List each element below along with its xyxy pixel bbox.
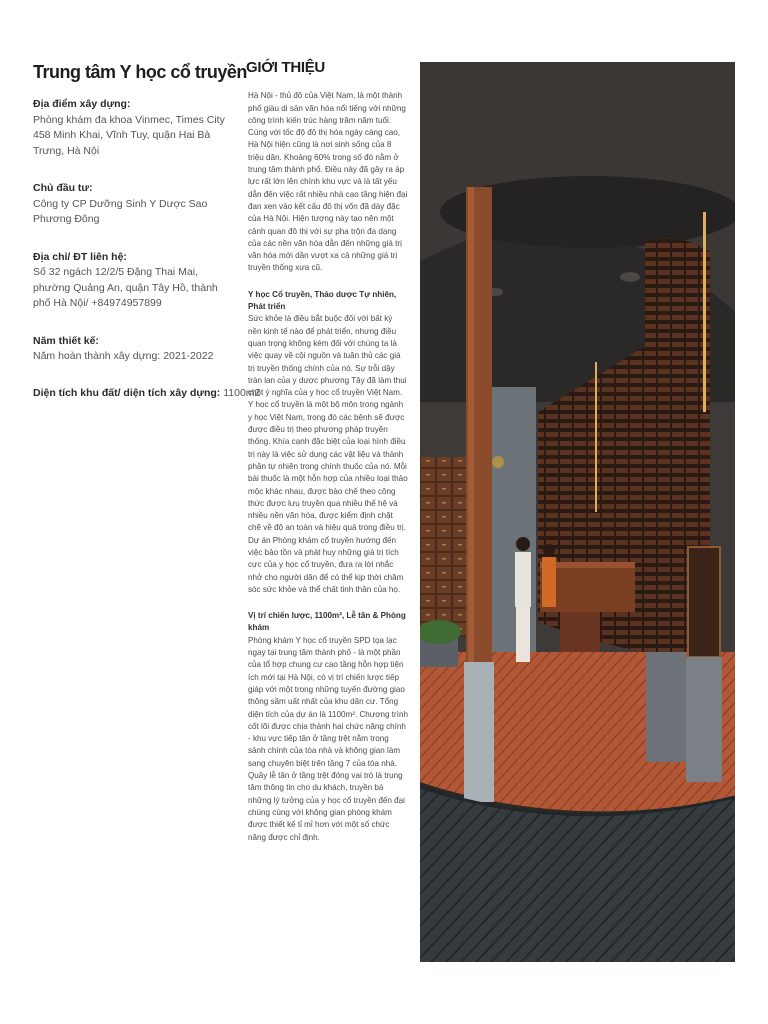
pillar-base (464, 662, 494, 802)
investor-block (33, 181, 233, 228)
wall-emblem (492, 456, 504, 468)
location-value: Phòng khám đa khoa Vinmec, Times City 458 Minh Khai, Vĩnh Tuy, quận Hai Bà Trưng, Hà Nội (33, 113, 225, 157)
pillar-highlight (468, 187, 474, 667)
design-year-value: Năm hoàn thành xây dựng: 2021-2022 (33, 350, 214, 362)
project-title: Trung tâm Y học cổ truyền (33, 62, 247, 82)
contact-block (33, 250, 233, 312)
staff-head (543, 544, 555, 556)
contact-label: Địa chỉ/ ĐT liên hệ: (33, 250, 127, 263)
display-cabinet (688, 547, 720, 657)
cabinet-pedestal (686, 657, 722, 782)
paragraph-3-body: Phòng khám Y học cổ truyền SPD tọa lạc ngay tại trung tâm thành phố - là một phần của tổ hợp chung cư cao tầng hỗn hợp tiện ích mới tại Hà Nội, có vị trí chiến lược tiếp giáp với một trong những tuyến đường giao thông sầm uất nhất của khu dân cư. Tổng diện tích của dự án là 1100m². Chương trình cốt lõi được chia thành hai chức năng chính - khu vực tiếp tân ở tầng trệt nằm trong sảnh chính của tòa nhà và không gian làm sang chuyên biệt trên tầng 7 của tòa nhà. Quầy lễ tân ở tầng trệt đóng vai trò là trung tâm thông tin cho du khách, truyền bá những lý tưởng của y học cổ truyền đến đại chúng cùng với không gian phòng khám được thiết kế tỉ mỉ hơn với một số chức năng được chỉ định. (248, 635, 408, 842)
paragraph-2-title: Y học Cổ truyền, Thảo dược Tự nhiên, Phát triển (248, 289, 397, 312)
area-value: 1100m2 (223, 386, 261, 399)
paragraph-2-body: Sức khỏe là điều bắt buộc đối với bất kỳ nền kinh tế nào để phát triển, nhưng điều quan trọng không kém đối với chúng ta là việc quay về cội nguồn và tuân thủ các giá trị truyền thống chính của nó. Sự trỗi dậy tràn lan của y dược phương Tây đã làm thui chột ý nghĩa của y học cổ truyền Việt Nam. Y học cổ truyền là một bộ môn trong ngành y học Việt Nam, trong đó các bệnh sẽ được được điều trị theo phương pháp truyền thống. Khía cạnh đặc biệt của loại hình điều trị này là việc sử dụng các vật liệu và thành phần tự nhiên trong chính thuốc của nó. Mỗi bài thuốc là một hỗn hợp của nhiều loại thảo mộc khác nhau, được bào chế theo công thức được lưu truyền qua nhiều thế hệ và nhiều nền văn hóa, được kiểm định chặt chẽ về độ an toàn và hiệu quả trong điều trị. Dự án Phòng khám cổ truyền hướng đến việc bảo tồn và phát huy những giá trị tích cực của y học cổ truyền, đưa ra lời nhắc nhở cho người dân để có thể kịp thời chăm sóc sức khỏe và thể chất tinh thần của họ. (248, 314, 408, 594)
stone-pedestal (646, 652, 686, 762)
location-block (33, 97, 233, 159)
design-year-label: Năm thiết kế: (33, 334, 99, 347)
investor-value: Công ty CP Dưỡng Sinh Y Dược Sao Phương Đông (33, 197, 208, 225)
desk-base (560, 612, 600, 652)
investor-label: Chủ đầu tư: (33, 182, 93, 194)
location-label: Địa điểm xây dựng: (33, 98, 131, 110)
project-info (33, 62, 261, 399)
design-year-block (33, 334, 233, 365)
lobby-photo (420, 62, 735, 962)
visitor-head (516, 537, 530, 551)
intro-paragraph-1: Hà Nội - thủ đô của Việt Nam, là một thành phố giàu di sản văn hóa nổi tiếng với những công trình kiến trúc hàng trăm năm tuổi. Cùng với tốc độ đô thị hóa ngày càng cao, Hà Nội hiện cũng là nơi sinh sống của 8 triệu dân. Khoảng 60% trong số đó nằm ở trung tâm thành phố. Điều này đã gây ra áp lực rất lớn lên chính khu vực và là tất yếu dẫn đến việc rất nhiều nhà cao tầng hiện đại đan xen vào kết cấu đô thị vốn đã dày đặc của Hà Nội. Hiện tượng này tạo nên một cảnh quan đô thị với sự pha trộn đa dạng của các nền văn hóa dẫn đến những giá trị văn hóa mới dần vượt xa cả những giá trị truyền thống xưa cũ. (248, 91, 408, 273)
area-label: Diện tích khu đất/ diện tích xây dựng: (33, 386, 221, 399)
pendant-light (703, 212, 706, 412)
staff-figure (542, 557, 556, 607)
ceiling-vent (620, 272, 640, 282)
paragraph-3-title: Vị trí chiến lược, 1100m², Lễ tân & Phòng khám (248, 611, 406, 633)
intro-heading: GIỚI THIỆU (246, 59, 325, 76)
pendant-light (595, 362, 597, 512)
visitor-legs (516, 607, 530, 662)
area-row (33, 386, 261, 399)
intro-paragraph-3 (248, 610, 408, 844)
visitor-figure (515, 552, 531, 607)
intro-paragraph-2 (248, 289, 408, 596)
lobby-illustration (420, 62, 735, 962)
herb-cabinet (420, 457, 470, 637)
contact-value: Số 32 ngách 12/2/5 Đặng Thai Mai, phường Quảng An, quận Tây Hồ, thành phố Hà Nội/ +84974957899 (33, 266, 218, 309)
intro-section (246, 59, 408, 858)
